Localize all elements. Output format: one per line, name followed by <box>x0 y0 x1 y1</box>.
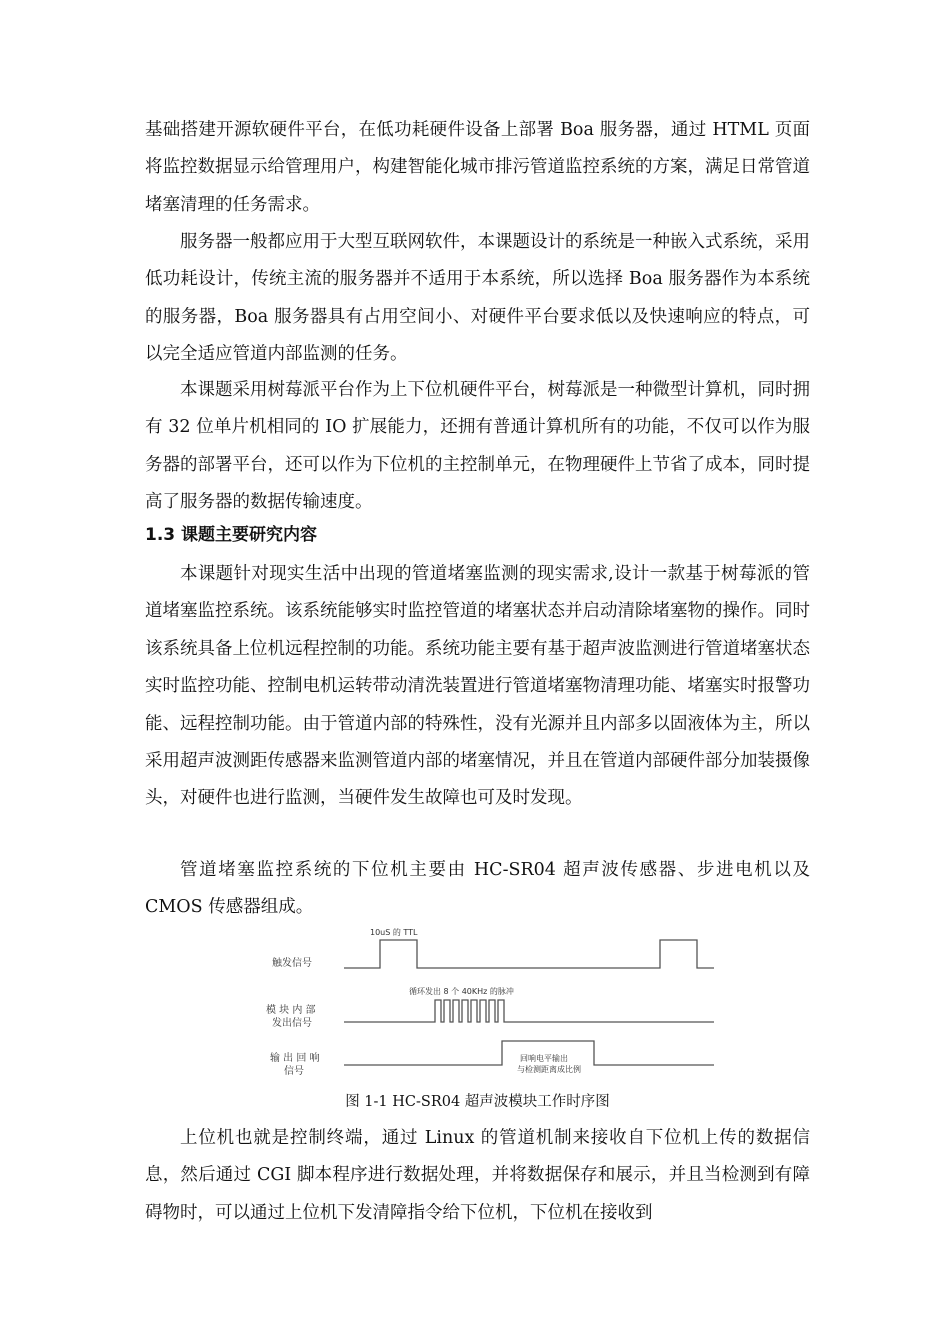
paragraph-2: 服务器一般都应用于大型互联网软件，本课题设计的系统是一种嵌入式系统，采用低功耗设计，传统主流的服务器并不适用于本系统，所以选择 Boa 服务器作为本系统的服务器，Boa 服务器具有占用空间小、对硬件平台要求低以及快速响应的特点，可以完全适应管道内部监测的任务。 <box>145 232 810 365</box>
note-echo-1: 回响电平输出 <box>520 1054 568 1063</box>
trigger-waveform <box>344 940 714 968</box>
paragraph-6: 上位机也就是控制终端，通过 Linux 的管道机制来接收自下位机上传的数据信息，然后通过 CGI 脚本程序进行数据处理，并将数据保存和展示，并且当检测到有障碍物时，可以通过上位机下发清障指令给下位机，下位机在接收到 <box>145 1128 810 1223</box>
timing-diagram-figure <box>262 920 722 1085</box>
timing-diagram <box>262 920 722 1085</box>
note-burst: 循环发出 8 个 40KHz 的脉冲 <box>409 987 514 996</box>
paragraph-5: 管道堵塞监控系统的下位机主要由 HC-SR04 超声波传感器、步进电机以及 CMOS 传感器组成。 <box>145 860 810 918</box>
label-module-internal-1: 模 块 内 部 <box>266 1005 316 1016</box>
note-echo-2: 与检测距离成比例 <box>517 1065 581 1074</box>
burst-waveform <box>344 1000 714 1022</box>
label-module-internal-2: 发出信号 <box>272 1018 312 1029</box>
section-heading: 1.3 课题主要研究内容 <box>145 525 318 545</box>
figure-caption: 图 1-1 HC-SR04 超声波模块工作时序图 <box>345 1094 610 1110</box>
label-echo-output-2: 信号 <box>284 1066 304 1077</box>
label-echo-output-1: 输 出 回 响 <box>270 1053 320 1064</box>
paragraph-1: 基础搭建开源软硬件平台，在低功耗硬件设备上部署 Boa 服务器，通过 HTML 页面将监控数据显示给管理用户，构建智能化城市排污管道监控系统的方案，满足日常管道堵塞清理的任务需求。 <box>145 120 810 215</box>
note-ttl: 10uS 的 TTL <box>370 928 418 937</box>
paragraph-3: 本课题采用树莓派平台作为上下位机硬件平台，树莓派是一种微型计算机，同时拥有 32 位单片机相同的 IO 扩展能力，还拥有普通计算机所有的功能，不仅可以作为服务器的部署平台，还可以作为下位机的主控制单元，在物理硬件上节省了成本，同时提高了服务器的数据传输速度。 <box>145 380 810 513</box>
label-trigger-signal: 触发信号 <box>272 958 312 969</box>
paragraph-4: 本课题针对现实生活中出现的管道堵塞监测的现实需求,设计一款基于树莓派的管道堵塞监控系统。该系统能够实时监控管道的堵塞状态并启动清除堵塞物的操作。同时该系统具备上位机远程控制的功能。系统功能主要有基于超声波监测进行管道堵塞状态实时监控功能、控制电机运转带动清洗装置进行管道堵塞物清理功能、堵塞实时报警功能、远程控制功能。由于管道内部的特殊性，没有光源并且内部多以固液体为主，所以采用超声波测距传感器来监测管道内部的堵塞情况，并且在管道内部硬件部分加装摄像头，对硬件也进行监测，当硬件发生故障也可及时发现。 <box>145 564 810 809</box>
